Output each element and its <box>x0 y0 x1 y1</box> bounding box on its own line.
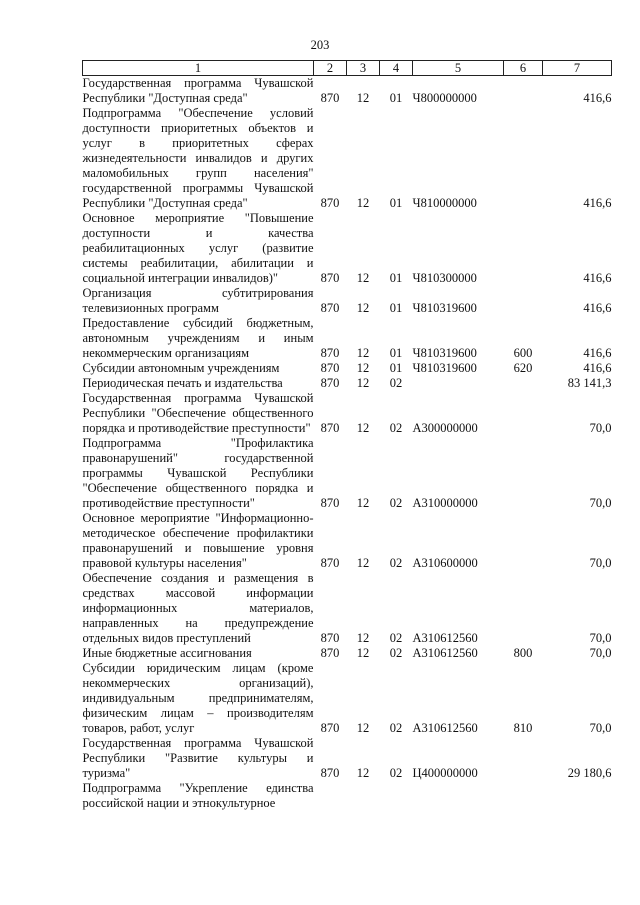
section-cell: 12 <box>356 271 370 285</box>
expense-type-cell <box>504 76 543 107</box>
row-name-cell: Государственная программа Чувашской Республики "Обеспечение общественного порядка и противодействие преступности" <box>82 391 314 435</box>
admin-code-cell: 870 <box>320 271 340 285</box>
row-name-cell: Подпрограмма "Обеспечение условий доступности приоритетных объектов и услуг в приоритетных сферах жизнедеятельности инвалидов и других маломобильных групп населения" государственной программы Чувашской Республики "Доступная среда" <box>82 106 314 210</box>
page-number: 203 <box>310 38 330 52</box>
row-name-cell: Основное мероприятие "Повышение доступности и качества реабилитационных услуг (развитие системы реабилитации, абилитации и социальной интеграции инвалидов)" <box>82 211 314 285</box>
amount-cell: 416,6 <box>583 301 612 315</box>
subsection-cell: 02 <box>389 376 403 390</box>
column-header: 7 <box>543 61 612 76</box>
section-cell: 12 <box>356 556 370 570</box>
table-row <box>83 376 612 391</box>
section-cell: 12 <box>356 631 370 645</box>
subsection-cell: 02 <box>389 631 403 645</box>
target-article-cell: А310600000 <box>412 556 478 570</box>
table-row <box>83 106 612 211</box>
expense-type-cell <box>504 511 543 571</box>
amount-cell: 29 180,6 <box>567 766 612 780</box>
admin-code-cell: 870 <box>320 766 340 780</box>
subsection-cell: 01 <box>389 271 403 285</box>
subsection-cell: 02 <box>389 421 403 435</box>
expense-type-cell: 620 <box>513 361 533 375</box>
expense-type-cell <box>504 436 543 511</box>
table-row <box>83 436 612 511</box>
amount-cell: 416,6 <box>583 361 612 375</box>
table-row <box>83 511 612 571</box>
admin-code-cell: 870 <box>320 301 340 315</box>
section-cell: 12 <box>356 91 370 105</box>
row-name-cell: Организация субтитрирования телевизионных программ <box>82 286 314 315</box>
admin-code-cell: 870 <box>320 361 340 375</box>
subsection-cell: 02 <box>389 646 403 660</box>
table-row <box>83 361 612 376</box>
target-article-cell: Ч810319600 <box>412 346 477 360</box>
target-article-cell: Ч810300000 <box>412 271 477 285</box>
subsection-cell: 02 <box>389 766 403 780</box>
expense-type-cell <box>504 211 543 286</box>
target-article-cell: А300000000 <box>412 421 478 435</box>
expense-type-cell <box>504 286 543 316</box>
subsection-cell: 01 <box>389 91 403 105</box>
amount-cell: 416,6 <box>583 91 612 105</box>
admin-code-cell <box>314 781 347 811</box>
admin-code-cell: 870 <box>320 421 340 435</box>
row-name-cell: Подпрограмма "Профилактика правонарушений" государственной программы Чувашской Республики "Обеспечение общественного порядка и противодействие преступности" <box>82 436 314 510</box>
amount-cell: 83 141,3 <box>567 376 612 390</box>
expense-type-cell <box>504 391 543 436</box>
subsection-cell <box>380 781 413 811</box>
target-article-cell: Ч810319600 <box>412 361 477 375</box>
amount-cell: 70,0 <box>589 721 612 735</box>
section-cell: 12 <box>356 766 370 780</box>
admin-code-cell: 870 <box>320 721 340 735</box>
target-article-cell: А310612560 <box>412 631 478 645</box>
section-cell: 12 <box>356 346 370 360</box>
column-header: 2 <box>314 61 347 76</box>
admin-code-cell: 870 <box>320 556 340 570</box>
row-name-cell: Субсидии юридическим лицам (кроме некоммерческих организаций), индивидуальным предпринимателям, физическим лицам – производителям товаров, работ, услуг <box>82 661 314 735</box>
amount-cell: 416,6 <box>583 196 612 210</box>
expense-type-cell: 800 <box>513 646 533 660</box>
row-name-cell: Субсидии автономным учреждениям <box>82 361 280 375</box>
subsection-cell: 01 <box>389 361 403 375</box>
table-row <box>83 661 612 736</box>
section-cell: 12 <box>356 646 370 660</box>
target-article-cell <box>413 781 504 811</box>
subsection-cell: 02 <box>389 496 403 510</box>
admin-code-cell: 870 <box>320 376 340 390</box>
amount-cell: 70,0 <box>589 556 612 570</box>
table-row <box>83 646 612 661</box>
expense-type-cell <box>504 376 543 391</box>
expense-type-cell: 810 <box>513 721 533 735</box>
budget-table <box>82 60 612 811</box>
row-name-cell: Периодическая печать и издательства <box>82 376 283 390</box>
table-row <box>83 571 612 646</box>
subsection-cell: 01 <box>389 301 403 315</box>
amount-cell <box>543 781 612 811</box>
admin-code-cell: 870 <box>320 496 340 510</box>
table-row <box>83 391 612 436</box>
admin-code-cell: 870 <box>320 631 340 645</box>
target-article-cell: Ц400000000 <box>412 766 478 780</box>
row-name-cell: Основное мероприятие "Информационно-методическое обеспечение профилактики правонарушений и повышение уровня правовой культуры населения" <box>82 511 314 570</box>
row-name-cell: Подпрограмма "Укрепление единства российской нации и этнокультурное <box>82 781 314 810</box>
column-header: 4 <box>380 61 413 76</box>
table-row <box>83 211 612 286</box>
expense-type-cell <box>504 736 543 781</box>
row-name-cell: Предоставление субсидий бюджетным, автономным учреждениям и иным некоммерческим организациям <box>82 316 314 360</box>
section-cell: 12 <box>356 376 370 390</box>
row-name-cell: Государственная программа Чувашской Республики "Доступная среда" <box>82 76 314 105</box>
admin-code-cell: 870 <box>320 646 340 660</box>
subsection-cell: 01 <box>389 196 403 210</box>
target-article-cell: Ч810000000 <box>412 196 477 210</box>
column-header: 3 <box>347 61 380 76</box>
amount-cell: 70,0 <box>589 496 612 510</box>
section-cell: 12 <box>356 301 370 315</box>
amount-cell: 416,6 <box>583 346 612 360</box>
section-cell: 12 <box>356 196 370 210</box>
amount-cell: 70,0 <box>589 646 612 660</box>
section-cell <box>347 781 380 811</box>
admin-code-cell: 870 <box>320 91 340 105</box>
row-name-cell: Обеспечение создания и размещения в средствах массовой информации информационных материалов, направленных на предупреждение отдельных видов преступлений <box>82 571 314 645</box>
expense-type-cell: 600 <box>513 346 533 360</box>
target-article-cell: А310612560 <box>412 721 478 735</box>
target-article-cell <box>413 376 504 391</box>
amount-cell: 416,6 <box>583 271 612 285</box>
table-row <box>83 781 612 811</box>
target-article-cell: Ч810319600 <box>412 301 477 315</box>
table-header-row <box>83 61 612 76</box>
target-article-cell: А310000000 <box>412 496 478 510</box>
amount-cell: 70,0 <box>589 421 612 435</box>
table-row <box>83 76 612 107</box>
amount-cell: 70,0 <box>589 631 612 645</box>
row-name-cell: Иные бюджетные ассигнования <box>82 646 252 660</box>
target-article-cell: Ч800000000 <box>412 91 477 105</box>
admin-code-cell: 870 <box>320 196 340 210</box>
column-header: 6 <box>504 61 543 76</box>
section-cell: 12 <box>356 721 370 735</box>
expense-type-cell <box>504 781 543 811</box>
table-row <box>83 316 612 361</box>
target-article-cell: А310612560 <box>412 646 478 660</box>
column-header: 5 <box>413 61 504 76</box>
expense-type-cell <box>504 106 543 211</box>
subsection-cell: 02 <box>389 721 403 735</box>
subsection-cell: 01 <box>389 346 403 360</box>
table-row <box>83 736 612 781</box>
section-cell: 12 <box>356 361 370 375</box>
row-name-cell: Государственная программа Чувашской Республики "Развитие культуры и туризма" <box>82 736 314 780</box>
table-body <box>83 76 612 812</box>
table-row <box>83 286 612 316</box>
expense-type-cell <box>504 571 543 646</box>
subsection-cell: 02 <box>389 556 403 570</box>
section-cell: 12 <box>356 496 370 510</box>
column-header: 1 <box>83 61 314 76</box>
section-cell: 12 <box>356 421 370 435</box>
admin-code-cell: 870 <box>320 346 340 360</box>
